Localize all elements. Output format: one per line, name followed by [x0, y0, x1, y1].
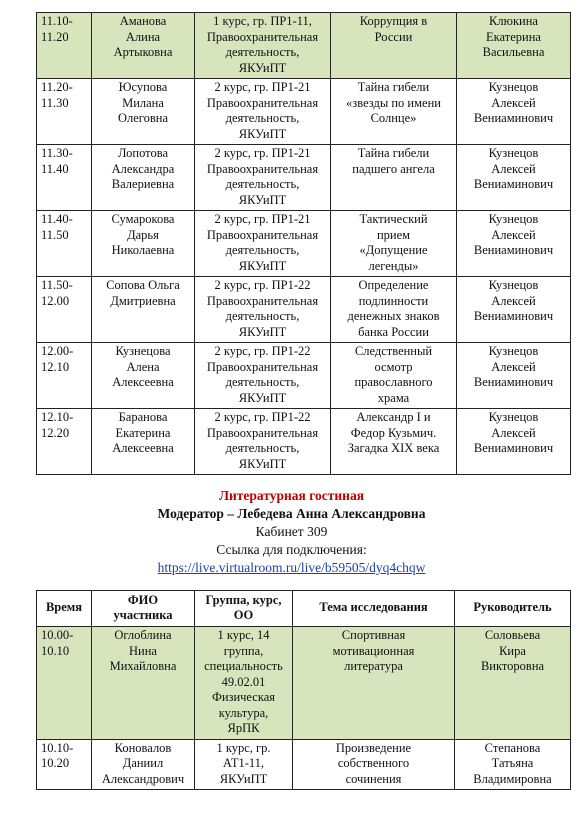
group-cell: 2 курс, гр. ПР1-22 Правоохранительная деятельность, ЯКУиПТ: [195, 409, 331, 475]
table-row: [37, 79, 571, 145]
time-cell: 10.10- 10.20: [37, 739, 92, 790]
link-label: Ссылка для подключения:: [216, 542, 367, 557]
supervisor-cell: Кузнецов Алексей Вениаминович: [457, 277, 571, 343]
group-cell: 2 курс, гр. ПР1-22 Правоохранительная деятельность, ЯКУиПТ: [195, 277, 331, 343]
table-row: [37, 627, 571, 740]
table-row: [37, 211, 571, 277]
time-cell: 11.30- 11.40: [37, 145, 92, 211]
schedule-table-upper: [36, 12, 571, 475]
room-line: Кабинет 309: [255, 524, 328, 539]
table-row: [37, 145, 571, 211]
header-topic: Тема исследования: [293, 591, 455, 627]
header-group: Группа, курс, ОО: [195, 591, 293, 627]
participant-cell: Сопова Ольга Дмитриевна: [92, 277, 195, 343]
table-header-row: [37, 591, 571, 627]
time-cell: 11.20- 11.30: [37, 79, 92, 145]
topic-cell: Произведение собственного сочинения: [293, 739, 455, 790]
header-participant: ФИО участника: [92, 591, 195, 627]
table-row: [37, 343, 571, 409]
table-row: [37, 13, 571, 79]
topic-cell: Тайна гибели падшего ангела: [331, 145, 457, 211]
time-cell: 12.00- 12.10: [37, 343, 92, 409]
moderator-line: Модератор – Лебедева Анна Александровна: [157, 506, 426, 521]
supervisor-cell: Кузнецов Алексей Вениаминович: [457, 79, 571, 145]
participant-cell: Коновалов Даниил Александрович: [92, 739, 195, 790]
topic-cell: Александр I и Федор Кузьмич. Загадка XIX века: [331, 409, 457, 475]
connection-link[interactable]: https://live.virtualroom.ru/live/b59505/dyq4chqw: [157, 560, 426, 575]
time-cell: 11.10- 11.20: [37, 13, 92, 79]
participant-cell: Лопотова Александра Валериевна: [92, 145, 195, 211]
participant-cell: Сумарокова Дарья Николаевна: [92, 211, 195, 277]
table-row: [37, 277, 571, 343]
topic-cell: Спортивная мотивационная литература: [293, 627, 455, 740]
group-cell: 1 курс, 14 группа, специальность 49.02.01 Физическая культура, ЯрПК: [195, 627, 293, 740]
participant-cell: Кузнецова Алена Алексеевна: [92, 343, 195, 409]
time-cell: 11.50- 12.00: [37, 277, 92, 343]
topic-cell: Следственный осмотр православного храма: [331, 343, 457, 409]
section-title: Литературная гостиная: [218, 488, 365, 503]
topic-cell: Тайна гибели «звезды по имени Солнце»: [331, 79, 457, 145]
supervisor-cell: Кузнецов Алексей Вениаминович: [457, 409, 571, 475]
time-cell: 10.00- 10.10: [37, 627, 92, 740]
participant-cell: Аманова Алина Артыковна: [92, 13, 195, 79]
supervisor-cell: Степанова Татьяна Владимировна: [455, 739, 571, 790]
participant-cell: Баранова Екатерина Алексеевна: [92, 409, 195, 475]
group-cell: 2 курс, гр. ПР1-21 Правоохранительная деятельность, ЯКУиПТ: [195, 79, 331, 145]
participant-cell: Юсупова Милана Олеговна: [92, 79, 195, 145]
header-supervisor: Руководитель: [455, 591, 571, 627]
header-time: Время: [37, 591, 92, 627]
group-cell: 1 курс, гр. АТ1-11, ЯКУиПТ: [195, 739, 293, 790]
group-cell: 2 курс, гр. ПР1-22 Правоохранительная деятельность, ЯКУиПТ: [195, 343, 331, 409]
time-cell: 12.10- 12.20: [37, 409, 92, 475]
supervisor-cell: Кузнецов Алексей Вениаминович: [457, 343, 571, 409]
group-cell: 1 курс, гр. ПР1-11, Правоохранительная деятельность, ЯКУиПТ: [195, 13, 331, 79]
topic-cell: Тактический прием «Допущение легенды»: [331, 211, 457, 277]
time-cell: 11.40- 11.50: [37, 211, 92, 277]
supervisor-cell: Соловьева Кира Викторовна: [455, 627, 571, 740]
link-line: [0, 559, 583, 576]
supervisor-cell: Кузнецов Алексей Вениаминович: [457, 211, 571, 277]
participant-cell: Оглоблина Нина Михайловна: [92, 627, 195, 740]
schedule-table-lower: [36, 590, 571, 790]
table-row: [37, 739, 571, 790]
group-cell: 2 курс, гр. ПР1-21 Правоохранительная деятельность, ЯКУиПТ: [195, 211, 331, 277]
group-cell: 2 курс, гр. ПР1-21 Правоохранительная деятельность, ЯКУиПТ: [195, 145, 331, 211]
topic-cell: Коррупция в России: [331, 13, 457, 79]
supervisor-cell: Кузнецов Алексей Вениаминович: [457, 145, 571, 211]
table-row: [37, 409, 571, 475]
topic-cell: Определение подлинности денежных знаков банка России: [331, 277, 457, 343]
supervisor-cell: Клюкина Екатерина Васильевна: [457, 13, 571, 79]
